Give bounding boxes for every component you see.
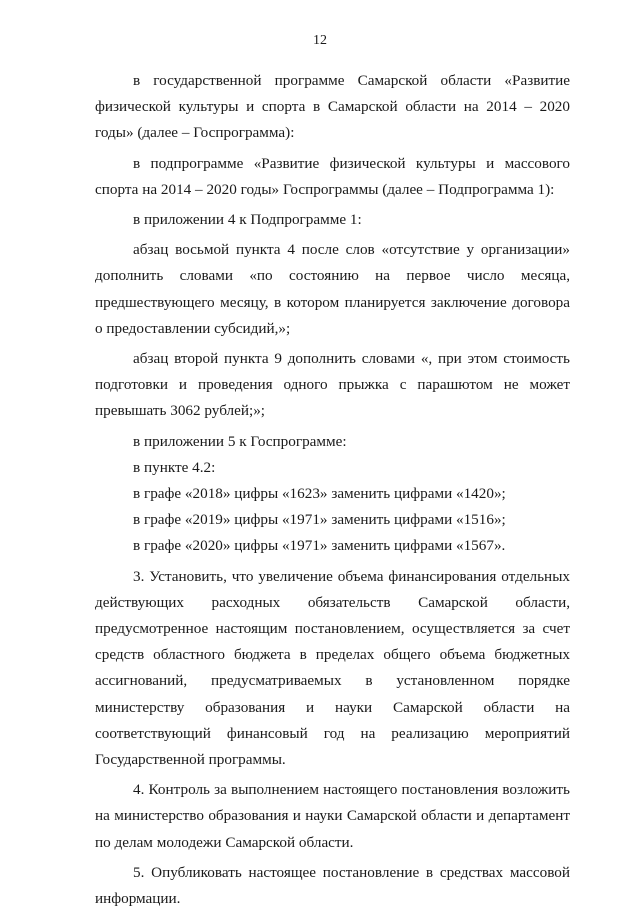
paragraph-item-3: 3. Установить, что увеличение объема финансирования отдельных действующих расходных обязательств Самарской области, предусмотренное настоящим постановлением, осуществляется за счет средств областного бюджета в пределах общего объема бюджетных ассигнований, предусматриваемых в установленном порядке министерству образования и науки Самарской области на соответствующий финансовый год на реализацию мероприятий Государственной программы. — [95, 567, 570, 769]
paragraph-appendix-4: в приложении 4 к Подпрограмме 1: — [133, 211, 362, 229]
paragraph-point-4-2: в пункте 4.2: — [133, 458, 216, 476]
paragraph-podprogramma: в подпрограмме «Развитие физической культуры и массового спорта на 2014 – 2020 годы» Госпрограммы (далее – Подпрограмма 1): — [95, 154, 570, 198]
document-body — [95, 68, 570, 912]
paragraph-clause-4: абзац восьмой пункта 4 после слов «отсутствие у организации» дополнить словами «по состоянию на первое число месяца, предшествующего месяцу, в котором планируется заключение договора о предоставлении субсидий,»; — [95, 241, 570, 337]
page-number: 12 — [313, 33, 327, 48]
paragraph-item-5: 5. Опубликовать настоящее постановление в средствах массовой информации. — [95, 863, 570, 908]
paragraph-column-2020: в графе «2020» цифры «1971» заменить цифрами «1567». — [133, 537, 506, 555]
paragraph-appendix-5: в приложении 5 к Госпрограмме: — [133, 432, 347, 450]
paragraph-item-4: 4. Контроль за выполнением настоящего постановления возложить на министерство образования и науки Самарской области и департамент по делам молодежи Самарской области. — [95, 781, 570, 851]
paragraph-clause-9: абзац второй пункта 9 дополнить словами «, при этом стоимость подготовки и проведения одного прыжка с парашютом не может превышать 3062 рублей;»; — [95, 350, 570, 420]
paragraph-goсprogramma: в государственной программе Самарской области «Развитие физической культуры и спорта в Самарской области на 2014 – 2020 годы» (далее – Госпрограмма): — [95, 72, 570, 142]
paragraph-column-2019: в графе «2019» цифры «1971» заменить цифрами «1516»; — [133, 511, 506, 529]
paragraph-column-2018: в графе «2018» цифры «1623» заменить цифрами «1420»; — [133, 485, 506, 503]
